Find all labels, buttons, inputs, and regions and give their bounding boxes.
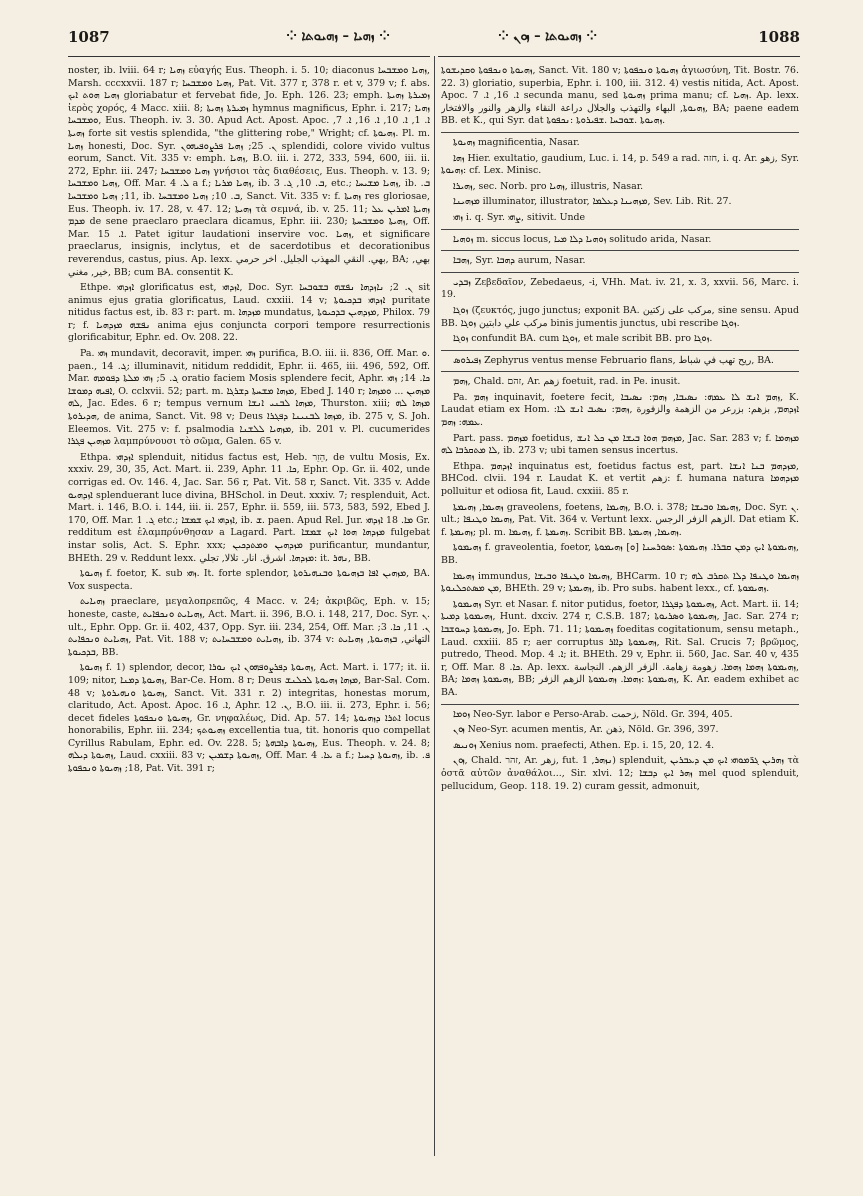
dictionary-entry: ܙܦܝܪܘܣ Zephyrus ventus mense Februario flans, ريح تهب في شباط, BA.	[453, 354, 774, 366]
left-page-header	[68, 28, 430, 54]
dictionary-entry: ܙܘܢ Neo-Syr. acumen mentis, Ar. ذهن, Nöld. Gr. 396, 397.	[453, 724, 719, 736]
left-page-number: 1087	[68, 28, 110, 46]
right-running-head: ⁘ ܙܗܝܘܬܐ – ܙܘܢ ⁘	[498, 29, 598, 44]
dictionary-entry: Ethpe. ܐܙܕܗܝ glorificatus est, ܐܙܕܗܝ, Doc. Syr. ܢ. 2; ܢܐܙܕܗܐ ܢܦܫܗ ܒܫܘܒܚܐ sit animus ejus gratia glorificatus, Laud. cxxiii. 14 v; ܐܙܕܗܝ ܒܕܟܝܘܬܐ puritate nitidus factus est, ib. 83 r: part. m. ܡܙܕܗܐ mundatus, ܡܙܕܗܝܢ ܒܕܟܝܘܬܐ, Philox. 79 r; f. ܢܦܫܗ ܡܙܕܗܝܐ anima ejus conjuncta corpori tempore resurrectionis glorificabitur, Ephr. ed. Ov. 208. 22.	[68, 282, 430, 344]
dictionary-entry: Ethpa. ܐܙܕܗܝ splenduit, nitidus factus est, Heb. הֵזֵר, de vultu Mosis, Ex. xxxiv. 29, 30, 35, Act. Mart. ii. 239, Aphr. ܟܐ. 11, Ephr. Op. Gr. ii. 402, unde corrigas ed. Ov. 146. 4, Jac. Sar. 56 r, Pat. Vit. 58 r, Sanct. Vit. 335 v. Adde ܐܙܕܗܝܘ splenduerant luce divina, BHSchol. in Deut. xxxiv. 7; resplenduit, Act. Mart. i. 146, B.O. i. 144, iii. ii. 257, Ephr. ii. 559, iii. 573, 583, 592, Ebed J. 170, Off. Mar. ܓ. 1 etc.; ܐܙܕܗܝ ܐܝܟ ܫܡܫܐ, ib. ܫ. paen. Apud Rel. Jur. ܡܐ. 18 ܐܙܕܗܝ Gr. redditum est ἐλαμπρύνθησαν a Lagard. Part. ܡܙܕܗܐ ܗܘܐ ܐܝܟ ܫܡܫܐ fulgebat instar solis, Act. S. Ephr. xxx; ܡܙܕܗܝܢ ܘܡܬܕܟܝܢ purificantur, mundantur, BHEth. 29 v. Reddunt lexx. ܡܙܕܗܐ. اشرق. انار. تلالا, تجلي: it. ܢܗܪ, BB.	[68, 451, 430, 564]
dictionary-entry: ܙܘܗܝܐ m. siccus locus, ܙܘܗܝܐ ܕܠܐ ܡܝܐ solitudo arida, Nasar.	[453, 233, 712, 245]
dictionary-entry: ܙܗܝܘܬܐ f. foetor, K. sub ܙܗܝ. It. forte splendor, ܡܙܗܝܢ ܐܦܐ ܒܙܗܝܘܬܐ ܘܒܢܗܝܪܘܬܐ, BA. Vox suspecta.	[68, 568, 430, 592]
dictionary-entry: ܙܗܝܘܬܐ ܘܢܟܦܘܬܐ ܘܩܕܝܫܘܬܐ, Sanct. Vit. 180 v; ܙܗܝܘܬܐ ܘܢܟܦܘܬܐ ἁγιωσύνη, Tit. Bostr. 76. 22. 3) gloriatio, superbia, Ephr. i. 100, iii. 312. 4) vestis nitida, Act. Apost. Apoc. ܐ. 16, ܐ. 7 secunda manu, sed ܙܗܝܘܬܐ prima manu; cf. ܙܗܝܐ. Ap. lexx. ܙܗܝܘܬܐ, البهاء والتهذب والجلال دراعة النقاء والزهر والنور والافتخار, BA; paene eadem BB. et K., qui Syr. dat ܙܗܝܘܬܐ .ܫܘܒܚܐ .ܫܦܝܪܘܬܐ :ܢܟܦܘܬܐ.	[441, 65, 799, 127]
dictionary-entry: ܙܗܝܐܝܬ praeclare, μεγαλοπρεπῶς, 4 Macc. v. 24; ἀκριβῶς, Eph. v. 15; honeste, caste, ܙܗܝܐܝܬ ܘܢܟܦܐܝܬ, Act. Mart. ii. 396, B.O. i. 148, 217, Doc. Syr. ܢ. ult., Ephr. Opp. Gr. ii. 402, 437, Opp. Syr. iii. 234, 254, Off. Mar. ܢ. 11, ܟܐ. 3; ܙܗܝܐܝܬ ܘܢܟܦܐܝܬ, Pat. Vit. 188 v; ܙܗܝܐܝܬ ܘܡܫܒܚܐܝܬ, ib. 374 v: التهاني, ܒܙܗܝܘܬܐ, ܙܗܝܐܝܬ ܒܕܟܝܘܬܐ, BB.	[68, 596, 430, 658]
dictionary-entry: ܙܘܓܐ confundit BA. cum ܙܘܓܐ, et male scribit BB. pro ܙܘܓܐ.	[453, 333, 713, 345]
header-rule-left	[68, 56, 430, 57]
header-rule-right	[438, 56, 800, 57]
entry-divider	[441, 132, 799, 133]
dictionary-entry: ܙܗܒܐ, Syr. ܕܗܒܐ aurum, Nasar.	[453, 255, 586, 267]
entry-divider	[441, 371, 799, 372]
dictionary-entry: noster, ib. lviii. 64 r; ܙܗܝܐ εὐαγής Eus. Theoph. i. 5. 10; diaconus ܙܗܝܐ ܘܡܫܒܚܐ, Marsh. cccxxvii. 187 r; ܙܗܝܐ ܘܡܫܒܚܐ, Pat. Vit. 377 r, 378 r. et v, 379 v; f. abs. ܙܗܝܐ ܗܘܬ ܐܝܟ gloriabatur et fervebat fide, Jo. Eph. 126. 23; emph. ܙܡܝܪܬܐ ܙܗܝܬܐ ἱερὸς χορός, 4 Macc. xiii. 8; ܙܡܝܪܬܐ ܙܗܝܬܐ hymnus magnificus, Ephr. i. 217; ܙܗܝܐ ܘܡܫܒܚܐ, Eus. Theoph. iv. 3. 30. Apud Act. Apost. Apoc. ܐ. 1, ܐ. 10, ܐ. 16, ܐ. 7, ܙܗܝܬܐ forte sit vestis splendida, "the glittering robe," Wright; cf. ܙܗܝܘܬܐ. Pl. m. ܙܗܝܐ honesti, Doc. Syr. ܢ. 25; ܙܗܝܐ ܦܪܨܘܦܝܗܘܢ splendidi, colore vivido vultus eorum, Sanct. Vit. 335 v: emph. ܙܗܝܐ, B.O. iii. i. 272, 333, 594, 600, iii. ii. 272, Ephr. iii. 247; ܙܗܝܐ ܘܡܫܒܚܐ γνήσιοι τὰς διαθέσεις, Eus. Theoph. v. 13. 9; ܙܗܝܐ ܘܡܫܒܚܐ, Off. Mar. ܠ. 4 a f.; ܙܗܝܐ ܡܪܝܐ, ib. ܒ. 10, ܓ. 3, etc.; ܙܗܝܐ ܡܫܝܚܐ, ib. ܒ. 11; ܙܗܝܐ ܘܡܫܒܚܐ, ib. ܒ. 10; ܙܗܝܐ ܘܡܫܒܚܐ, Sanct. Vit. 335 v: f. ܙܗܝܬܐ res gloriosae, Eus. Theoph. iv. 17. 28, v. 47. 12; ܙܗܝܬܐ τὰ σεμνά, ib. v. 25. 11; ܙܗܝܬܐ ܐܡܪܝܢ ܥܠ ܡܕܡ de sene praeclaro praeclara dicamus, Ephr. iii. 230; ܙܗܝܬܐ ܘܡܫܒܚܬܐ, Off. Mar. ܐ. 15. Patet igitur laudationi inservire voc. ܙܗܝܐ, et significare praeclarus, insignis, inclytus, et de sacerdotibus et decorationibus reverendus, castus, pius. Ap. lexx. بهي. النقي المهذب الجليل. اخر حرمي, BA; بهي, خير, مغني, BB; cum BA. consentit K.	[68, 65, 430, 278]
dictionary-entry: ܙܒܕܝ Ζεβεδαῖον, Zebedaeus, -i, VHh. Mat. iv. 21, x. 3, xxvii. 56, Marc. i. 19.	[441, 276, 799, 301]
dictionary-entry: ܙܗܝܪܐ, sec. Norb. pro ܙܗܝܐ, illustris, Nasar.	[453, 180, 644, 192]
dictionary-entry: Pa. ܙܗܡ inquinavit, foetere fecit, ܙܗܡ ܐܢܫ ܠܐ ܥܡܗ: ܢܣܝܒܐ, ܙܗܡ: ܢܣܝܒܐ, K. Laudat etiam ex Hom. :ܐܙܕܗܡ, بزهم: بزرعر من الزهمة والزفورة ,ܙܗܡ: ܢܣܝܒ ܐܢܫ ܠܐ ܥܡܗ: ܙܗܡ.	[441, 391, 799, 429]
entry-divider	[441, 272, 799, 273]
column-separator	[434, 56, 435, 1156]
dictionary-entry: ܙܗܝܡܘܬܐ Syr. et Nasar. f. nitor putidus, foetor, ܙܗܝܡܘܬܐ ܕܦܓܪܐ, Act. Mart. ii. 14; ܙܗܝܡܘܬܐ ܕܡܝܬܐ, Hunt. dxciv. 274 r, C.S.B. 187; ܙܗܝܡܘܬܐ ܘܣܪܝܘܬܐ, Jac. Sar. 274 r; ܙܗܝܡܘܬܐ ܕܚܘܫܒܐ, Jo. Eph. 71. 11; ܙܗܝܡܘܬܐ foeditas cogitationum, sensu metaph., Laud. cxxiii. 85 r; aer corruptus ܙܗܝܡܘܬܐ ܕܐܐܪ, Rit. Sal. Crucis 7; βρῶμος, putredo, Theod. Mop. ܐ. 4; it. BHEth. 29 v, Ephr. ii. 560, Jac. Sar. 40 v, 435 r, Off. Mar. ܟܐ. 8. Ap. lexx. ܙܗܝܡܘܬܐ ܙܗܡܐ ܙܗܡܐ. زهومة زهامة. الزفر الزهم. النجاسة, BA; ܙܗܝܡܘܬܐ ܙܗܡܐ, BB; ܙܗܝܡܘܬܐ :ܙܗܡܐ. ܙܗܝܡܘܬܐ الزهم الزفر, K. Ar. eadem exhibet ac BA.	[441, 598, 799, 698]
dictionary-entry: Part. pass. ܡܙܗܡ foetidus, ܡܙܗܡ ܗܘܐ ܒܝܫܐ ܡܢ ܟܠ ܐܢܫ, Jac. Sar. 283 v; f. ܡܙܗܡܐ ܠܐ ܡܬܩܪܒܐ ܠܗ, ib. 273 v; ubi tamen sensus incertus.	[441, 432, 799, 457]
entry-divider	[441, 350, 799, 351]
entry-divider	[441, 229, 799, 230]
dictionary-entry: ܙܘܡܐ Neo-Syr. labor e Perso-Arab. زحمت, Nöld. Gr. 394, 405.	[453, 708, 733, 720]
dictionary-entry: Ethpa. ܐܙܕܗܡ inquinatus est, foetidus factus est, part. ܡܙܕܗܡ ܒܢܐ ܐܢܫܐ, BHCod. clvii. 194 r. Laudat K. et vertit زهم: f. humana natura ܡܙܕܗܡܐ polluitur et odiosa fit, Laud. cxxiii. 85 r.	[441, 460, 799, 498]
dictionary-entry: ܙܗܝܡܐ immundus, ܙܗܝܡܐ ܘܛܢܦܐ ܘܒܝܫܐ, BHCarm. 10 r; ܙܗܝܡܐ ܘܛܢܦܐ ܕܠܐ ܬܩܪܒ ܠܗ ܡܢ ܡܣܬܟܠܢܘܬܐ, BHEth. 29 v; ܙܗܝܡܬܐ, ib. Pro subs. habent lexx., cf. ܙܗܝܡܘܬܐ.	[441, 570, 799, 595]
entry-divider	[441, 250, 799, 251]
left-running-head: ⁘ ܙܗܝܐ – ܙܗܝܘܬܐ ⁘	[286, 29, 390, 44]
dictionary-entry: ܡܙܗܝܢܐ illuminator, illustrator, ܡܙܗܝܢܐ ܕܥܠܡܐ, Sev. Lib. Rit. 27.	[453, 196, 732, 208]
dictionary-entry: ܙܘܢ, Chald. זהר, Ar. زهر, fut. ܢܙܗܪ, 1) splenduit, ܙܗܪܝܢ ܓܪ̈ܡܘܗܝ ܐܝܟ ܡܢ ܕܥܒܪܝܢ τὰ ὀστᾶ αὐτῶν ἀναθάλοι..., Sir. xlvi. 12; ܙܗܪ ܐܝܟ ܕܒܫܐ mel quod splenduit, pellucidum, Geop. 118. 19. 2) curam gessit, admonuit,	[441, 755, 799, 792]
dictionary-entry: ܙܘܓܐ (ζευκτός, jugo junctus; exponit BA. مركب على زكتين, sine sensu. Apud BB. مركب علي دابتين ܙܘܓܐ binis jumentis junctus, ubi rescribe ܙܘܓܐ.	[441, 304, 799, 329]
dictionary-entry: ܙܗܡ, Chald. זהם, Ar. زهم foetuit, rad. in Pe. inusit.	[453, 376, 681, 388]
dictionary-entry: ܙܗܝܘܬܐ f. 1) splendor, decor, ܙܗܝܘܬܐ ܕܦܪܨܘܦܗܘܢ ܐܝܟ ܢܘܪܐ, Act. Mart. i. 177; it. ii. 109; nitor, ܙܗܝܘܬܐ ܕܡܢܐ, Bar-Ce. Hom. 8 r; Deus ܡܙܗܐ ܙܗܝܘܬܐ ܠܟܠܢܫ, Bar-Sal. Com. 48 v; ܙܗܝܘܬܐ ܘܢܗܝܪܘܬܐ, Sanct. Vit. 331 r. 2) integritas, honestas morum, claritudo, Act. Apost. Apoc. ܐ. 16, Aphr. ܢ. 12, B.O. iii. ii. 273, Ephr. i. 56; decet fideles ܙܗܝܘܬܐ ܘܢܟܦܘܬܐ, Gr. νηφαλέως, Did. Ap. 57. 14; ܐܬܪܐ ܕܙܗܝܘܬܐ locus honorabilis, Ephr. iii. 234; ܙܗܝܘܬܟ excellentia tua, tit. honoris quo compellat Cyrillus Rabulam, Ephr. ed. Ov. 228. 5; ܙܗܝܘܬܐ ܕܐܒܗܬܐ, Eus. Theoph. v. 24. 8; ܙܗܝܘܬܐ ܕܝܠܗ, Laud. cxxiii. 83 v; ܙܗܝܘܬܐ ܕܫܡܝܢ, Off. Mar. ܥܐ. 4 a f.; ܙܗܝܘܬܐ ܕܚܝܐ, ib. ܦ. 18; ܙܗܝܘܬܐ ܘܢܟܦܘܬܐ, Pat. Vit. 391 r;	[68, 662, 430, 775]
left-column	[68, 62, 430, 1177]
right-column	[441, 62, 799, 1177]
entry-divider	[441, 704, 799, 705]
dictionary-entry: ܙܘܢܝܣ Xenius nom. praefecti, Athen. Ep. i. 15, 20, 12. 4.	[453, 739, 715, 751]
dictionary-entry: ܙܗܝܡܘܬܐ f. graveolentia, foetor, ܙܗܝܡܘܬܐ ܐܝܟ ܕܡܢ ܩܒܪܐ. ܙܗܝܡܘܬܐ :ܣܘܪܚܢܐ [ܘ] ܙܗܝܡܘܬܐ, BB.	[441, 542, 799, 566]
right-page-header	[438, 28, 800, 54]
dictionary-entry: ܙܗܝܡܐ, ܙܗܝܡܬܐ graveolens, foetens, ܙܗܝܡܐ, B.O. i. 378; ܙܗܝܡܐ ܘܒܝܫܐ, Doc. Syr. ܢ. ult.; ܙܗܝܡܐ ܘܛܢܦܐ, Pat. Vit. 364 v. Vertunt lexx. الزهم الزفر الرجس. Dat etiam K. f. ܙܗܝܡܬܐ; pl. m. ܙܗܝܡܐ, f. ܙܗܝܡܬܐ. Scribit BB. ܙܗܝܡܐ, ܙܗܝܡܬܐ.	[441, 501, 799, 538]
dictionary-entry: ܙܗܐ Hier. exultatio, gaudium, Luc. i. 14, p. 549 a rad. חזה, i. q. Ar. زهو, Syr. ܙܗܝܘܬܐ: cf. Lex. Minisc.	[441, 152, 799, 177]
dictionary-entry: Pa. ܙܗܝ mundavit, decoravit, imper. ܙܗܝ purifica, B.O. iii. ii. 836, Off. Mar. ܘ. paen., ܓ. 14; illuminavit, nitidum reddidit, Ephr. ii. 465, iii. 496, 592, Off. Mar. ܓ. 5; ܙܗܝ ܡܠܬܐ ܕܦܘܡܗ oratio faciem Mosis splendere fecit, Aphr. ܟܐ. 14; ܙܗܝ ܐܦܝܗ ܕܡܘܫܐ, O. cclxvii. 52; part. m. ܡܙܗܐ ܡܫܚܬܐ ܕܫܪܓܐ, Ebed J. 140 r; ܡܙܗܝܢ ... ܘܡܙܗܐ ܠܗ, Jac. Edes. 6 r; tempus vernum ܡܙܗܐ ܠܒܢܝ ܐܢܫܐ, Thurston. xiii; ܡܙܗܐ ܠܗ ܗܕܝܪܘܬܐ, de anima, Sanct. Vit. 98 v; Deus ܡܙܗܐ ܠܒܢܝܢܐ ܕܦܓܪܐ, ib. 275 v, S. Joh. Eleemos. Vit. 275 v: f. psalmodia ܡܙܗܝܐ ܠܠܫܢܐ, ib. 201 v. Pl. cucumerides ܡܙܗܝܢ ܦܓܪܐ λαμπρύνουσι τὸ σῶμα, Galen. 65 v.	[68, 348, 430, 448]
right-page-number: 1088	[758, 28, 800, 46]
dictionary-entry: ܙܗܝܘܬܐ magnificentia, Nasar.	[453, 136, 580, 148]
dictionary-entry: ܙܗܝ i. q. Syr. ܨܗܝ, sitivit. Unde	[453, 211, 586, 223]
